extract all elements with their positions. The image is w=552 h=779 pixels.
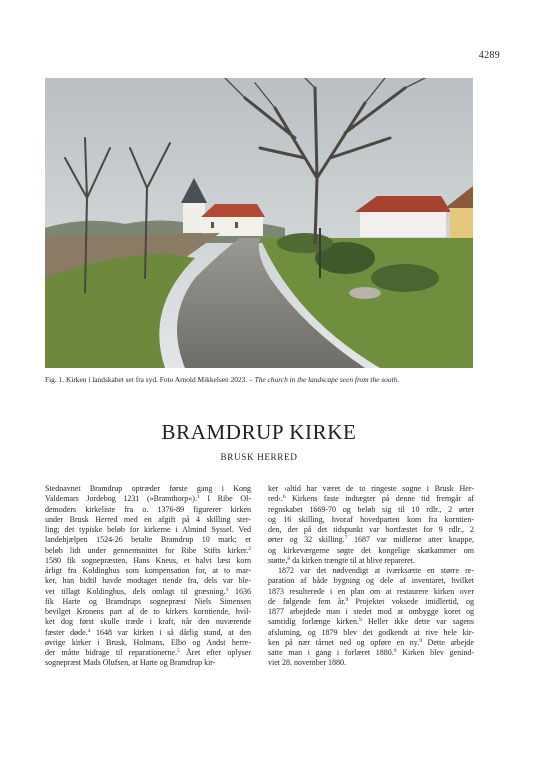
text-line: under Brusk Herred med en afgift på 4 skilling ster- bbox=[45, 514, 251, 524]
text-line: ling; det typiske beløb for kirkerne i Almind Syssel. Ved bbox=[45, 525, 251, 534]
text-line: fik Harte og Bramdrups sognepræst Niels Simensen bbox=[45, 596, 251, 606]
text-line: den, der på det tidspunkt var bortfæstet for 9 rdlr., 2 bbox=[268, 525, 474, 534]
footnote-ref: 6 bbox=[282, 494, 286, 501]
text-line: øvrige kirker i Brusk, Holmans, Elbo og Andst herre- bbox=[45, 637, 251, 647]
text-line: vet tillagt Koldinghus, dels omlagt til græsning.$^3$ 1636 bbox=[45, 586, 251, 596]
body-text-right-column bbox=[268, 484, 474, 669]
text-line: afslutning, og 1879 blev det godkendt at rive hele kir- bbox=[268, 627, 474, 637]
text-line: 1877 arbejdede man i stedet mod at ombygge koret og bbox=[268, 607, 474, 616]
text-line: ørter og 32 skilling.$^7$ 1687 var midlerne atter knappe, bbox=[268, 535, 474, 545]
footnote-ref: 9 bbox=[359, 617, 362, 624]
footnote-ref: 8 bbox=[287, 555, 291, 562]
text-line: 1580 fik sognepræsten, Hans Kneus, et halvt læst korn bbox=[45, 555, 251, 565]
text-line: ket dog først skulle træde i kraft, når den nuværende bbox=[45, 617, 251, 627]
footnote-ref: 2 bbox=[248, 545, 251, 552]
text-line: ken på nær tårnet ned og opføre en ny.$^9$ Dette arbejde bbox=[268, 637, 474, 647]
figure-caption bbox=[45, 375, 475, 385]
text-line: de følgende fem år.$^9$ Projektet voksede imidlertid, og bbox=[268, 596, 474, 606]
caption-danish: Fig. 1. Kirken i landskabet set fra syd. Foto Arnold Mikkelsen 2023. bbox=[45, 375, 248, 384]
text-line: 1873 resulterede i en plan om at restaurere kirken over bbox=[268, 586, 474, 596]
footnote-ref: 9 bbox=[393, 648, 397, 654]
text-line: Valdemars Jordebog 1231 (»Bramthorp«).$^1$ I Ribe Ol- bbox=[45, 494, 252, 504]
text-line: demoders kirkeliste fra o. 1376-89 figurerer kirken bbox=[45, 504, 251, 514]
text-line: beløb lidt under gennemsnittet for Ribe Stifts kirker.$^2$ bbox=[45, 545, 251, 555]
text-line: viet 28. november 1880. bbox=[268, 658, 346, 668]
page-title: BRAMDRUP KIRKE bbox=[161, 420, 357, 444]
footnote-ref: 1 bbox=[196, 494, 200, 501]
text-line: paration af både bygning og dele af inventaret, hvilket bbox=[268, 576, 474, 586]
text-line: satte man i gang i forlæret 1880.$^9$ Kirken blev genind- bbox=[268, 648, 474, 657]
footnote-ref: 5 bbox=[176, 648, 180, 654]
text-line: og 16 skilling, hvoraf hovedparten kom fra korntien- bbox=[268, 514, 474, 524]
text-line: og kirkeværgerne søgte det kongelige skatkammer om bbox=[268, 545, 474, 555]
text-line: 1872 var det nødvendigt at iværksætte en større re- bbox=[278, 566, 474, 575]
footnote-ref: 7 bbox=[344, 535, 348, 542]
text-line: red‹.$^6$ Kirkens faste indtægter på denne tid fremgår af bbox=[268, 494, 474, 504]
text-line: samtidig forlænge kirken.$^9$ Heller ikke dette var sagens bbox=[268, 617, 474, 627]
text-line: regnskabet 1669-70 og beløb sig til 10 rdlr., 2 ørter bbox=[268, 504, 474, 514]
text-line: støtte,$^8$ da kirken trængte til at blive repareret. bbox=[268, 555, 415, 565]
text-line: ker, han hidtil havde modtaget tiende fra, dels var ble- bbox=[45, 576, 251, 586]
text-line: årligt fra Koldinghus som kompensation for, at to mar- bbox=[45, 566, 251, 575]
text-line: fæster døde.$^4$ 1648 var kirken i så dårlig stand, at den bbox=[45, 627, 251, 637]
text-line: sognepræst Mads Olufsen, at Harte og Bramdrup kir- bbox=[45, 658, 216, 668]
text-line: bevilget Kronens part af de to kirkers korntiende, hvil- bbox=[45, 607, 251, 616]
page-number: 4289 bbox=[478, 50, 500, 61]
footnote-ref: 4 bbox=[87, 627, 91, 634]
footnote-ref: 9 bbox=[345, 596, 349, 603]
landscape-photo bbox=[45, 78, 473, 368]
body-text-left-column bbox=[45, 484, 251, 669]
text-line: ker ›altid har været de to ringeste sogne i Brusk Her- bbox=[268, 484, 474, 493]
text-line: landehjælpen 1524-26 betalte Bramdrup 10 mark; et bbox=[45, 535, 251, 545]
footnote-ref: 3 bbox=[225, 586, 229, 593]
caption-dash: – bbox=[247, 375, 255, 384]
text-line: Stednavnet Bramdrup optræder første gang i Kong bbox=[45, 484, 251, 493]
caption-english: The church in the landscape seen from the south. bbox=[254, 375, 400, 384]
page-subtitle: BRUSK HERRED bbox=[220, 452, 298, 462]
text-line: der måtte bidrage til reparationerne.$^5$ Året efter oplyser bbox=[45, 648, 251, 657]
footnote-ref: 9 bbox=[419, 637, 422, 644]
